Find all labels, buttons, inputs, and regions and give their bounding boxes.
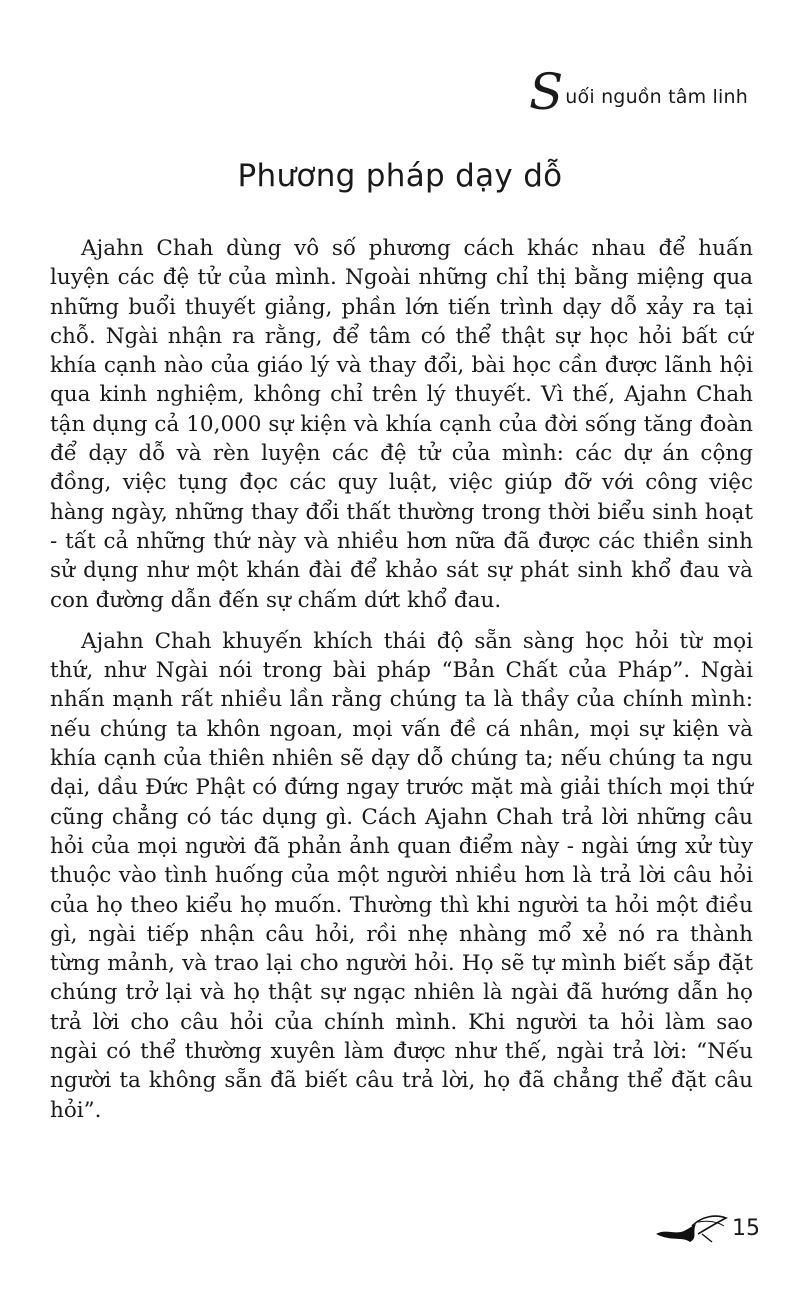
quill-ornament-icon xyxy=(652,1212,730,1246)
page-number: 15 xyxy=(732,1216,760,1241)
paragraph-2: Ajahn Chah khuyến khích thái độ sẵn sàng học hỏi từ mọi thứ, như Ngài nói trong bài pháp “Bản Chất của Pháp”. Ngài nhấn mạnh rất nhiều lần rằng chúng ta là thầy của chính mình: nếu chúng ta khôn ngoan, mọi vấn đề cá nhân, mọi sự kiện và khía cạnh của thiên nhiên sẽ dạy dỗ chúng ta; nếu chúng ta ngu dại, dầu Đức Phật có đứng ngay trước mặt mà giải thích mọi thứ cũng chẳng có tác dụng gì. Cách Ajahn Chah trả lời những câu hỏi của mọi người đã phản ảnh quan điểm này - ngài ứng xử tùy thuộc vào tình huống của một người nhiều hơn là trả lời câu hỏi của họ theo kiểu họ muốn. Thường thì khi người ta hỏi một điều gì, ngài tiếp nhận câu hỏi, rồi nhẹ nhàng mổ xẻ nó ra thành từng mảnh, và trao lại cho người hỏi. Họ sẽ tự mình biết sắp đặt chúng trở lại và họ thật sự ngạc nhiên là ngài đã hướng dẫn họ trả lời cho câu hỏi của chính mình. Khi người ta hỏi làm sao ngài có thể thường xuyên làm được như thế, ngài trả lời: “Nếu người ta không sẵn đã biết câu trả lời, họ đã chẳng thể đặt câu hỏi”. xyxy=(50,628,753,1123)
paragraph-1: Ajahn Chah dùng vô số phương cách khác nhau để huấn luyện các đệ tử của mình. Ngoài những chỉ thị bằng miệng qua những buổi thuyết giảng, phần lớn tiến trình dạy dỗ xảy ra tại chỗ. Ngài nhận ra rằng, để tâm có thể thật sự học hỏi bất cứ khía cạnh nào của giáo lý và thay đổi, bài học cần được lãnh hội qua kinh nghiệm, không chỉ trên lý thuyết. Vì thế, Ajahn Chah tận dụng cả 10,000 sự kiện và khía cạnh của đời sống tăng đoàn để dạy dỗ và rèn luyện các đệ tử của mình: các dự án cộng đồng, việc tụng đọc các quy luật, việc giúp đỡ với công việc hàng ngày, những thay đổi thất thường trong thời biểu sinh hoạt - tất cả những thứ này và nhiều hơn nữa đã được các thiền sinh sử dụng như một khán đài để khảo sát sự phát sinh khổ đau và con đường dẫn đến sự chấm dứt khổ đau. xyxy=(50,236,753,613)
running-header-title: uối nguồn tâm linh xyxy=(565,86,748,108)
running-header xyxy=(529,63,748,121)
page-footer xyxy=(652,1212,760,1246)
body-text xyxy=(50,234,753,1137)
section-title: Phương pháp dạy dỗ xyxy=(237,158,563,194)
running-header-initial: S xyxy=(529,63,564,121)
